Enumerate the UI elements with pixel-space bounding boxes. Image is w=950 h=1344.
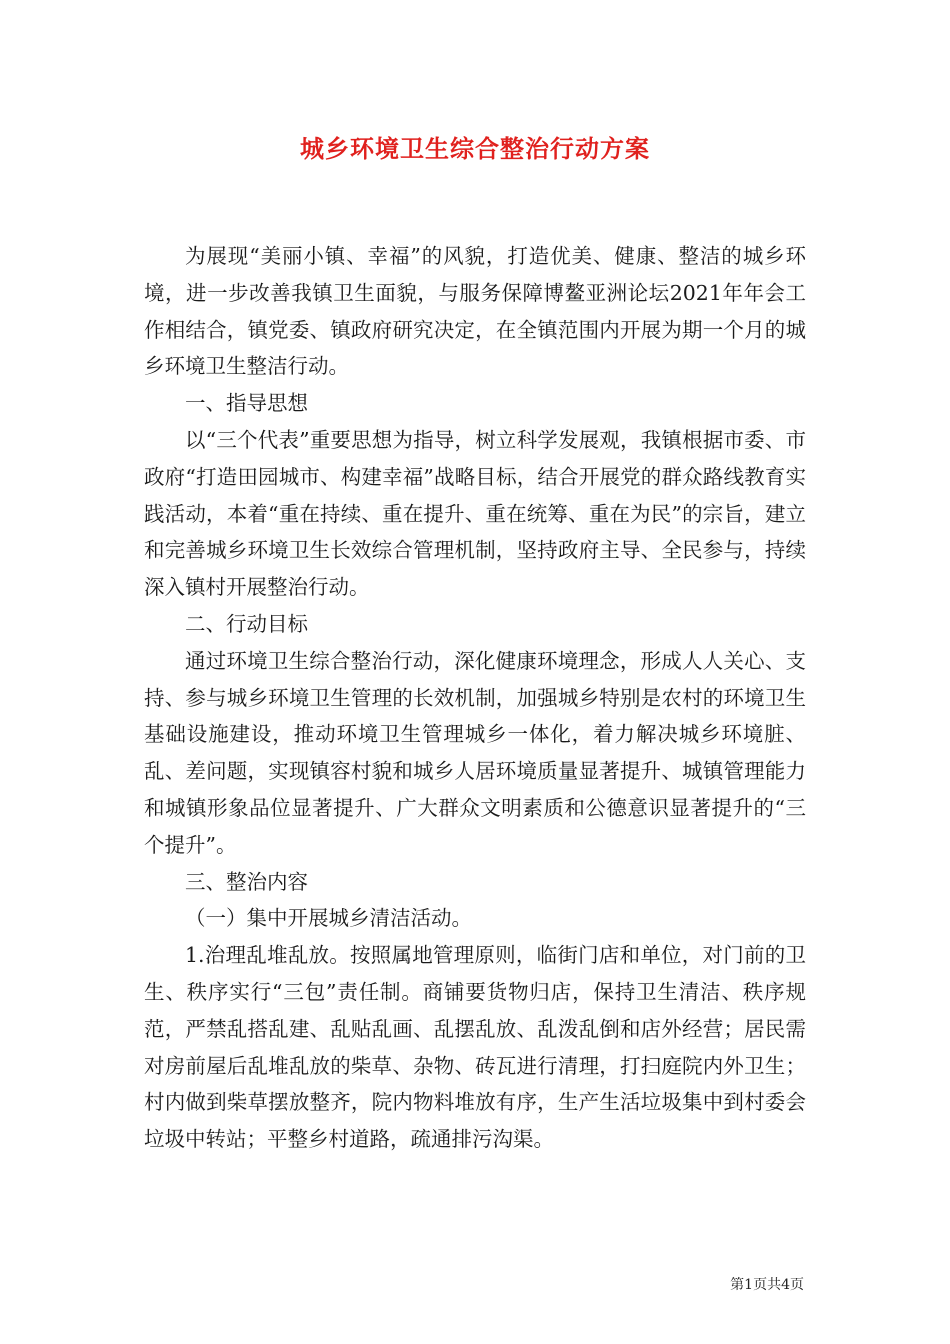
document-title: 城乡环境卫生综合整治行动方案 (300, 134, 650, 163)
section-heading-action-goals: 二、行动目标 (185, 611, 308, 636)
page-number-footer: 第1页共4页 (730, 1277, 804, 1293)
guiding-thought-paragraph: 以“三个代表”重要思想为指导，树立科学发展观，我镇根据市委、市政府“打造田园城市、构建幸福”战略目标，结合开展党的群众路线教育实践活动，本着“重在持续、重在提升、重在统筹、重在为民”的宗旨，建立和完善城乡环境卫生长效综合管理机制，坚持政府主导、全民参与，持续深入镇村开展整治行动。 (144, 427, 806, 600)
action-goals-paragraph: 通过环境卫生综合整治行动，深化健康环境理念，形成人人关心、支持、参与城乡环境卫生管理的长效机制，加强城乡特别是农村的环境卫生基础设施建设，推动环境卫生管理城乡一体化，着力解决城乡环境脏、乱、差问题，实现镇容村貌和城乡人居环境质量显著提升、城镇管理能力和城镇形象品位显著提升、广大群众文明素质和公德意识显著提升的“三个提升”。 (144, 648, 806, 857)
subsection-heading-cleaning-activity: （一）集中开展城乡清洁活动。 (185, 906, 472, 931)
section-heading-rectification-content: 三、整治内容 (185, 869, 308, 894)
section-heading-guiding-thought: 一、指导思想 (185, 391, 308, 416)
item-1-paragraph: 1.治理乱堆乱放。按照属地管理原则，临街门店和单位，对门前的卫生、秩序实行“三包”责任制。商铺要货物归店，保持卫生清洁、秩序规范，严禁乱搭乱建、乱贴乱画、乱摆乱放、乱泼乱倒和店外经营；居民需对房前屋后乱堆乱放的柴草、杂物、砖瓦进行清理，打扫庭院内外卫生；村内做到柴草摆放整齐，院内物料堆放有序，生产生活垃圾集中到村委会垃圾中转站；平整乡村道路，疏通排污沟渠。 (144, 943, 806, 1152)
intro-paragraph: 为展现“美丽小镇、幸福”的风貌，打造优美、健康、整洁的城乡环境，进一步改善我镇卫生面貌，与服务保障博鳌亚洲论坛2021年年会工作相结合，镇党委、镇政府研究决定，在全镇范围内开展为期一个月的城乡环境卫生整洁行动。 (144, 244, 806, 379)
document-body (144, 238, 806, 1158)
